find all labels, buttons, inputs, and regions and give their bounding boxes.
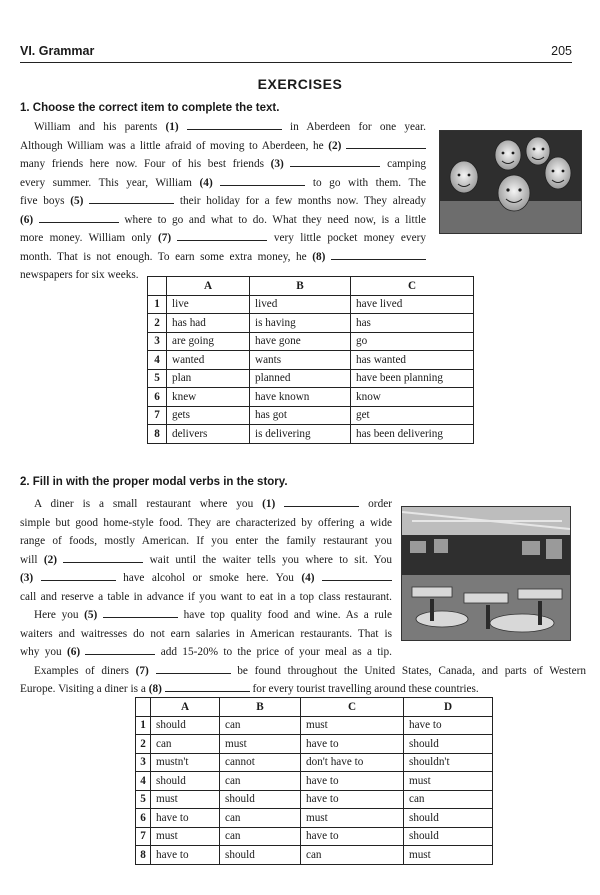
option-cell[interactable]: have to: [301, 735, 404, 754]
answer-blank[interactable]: [103, 607, 178, 618]
text-segment: every summer. This year, William: [20, 176, 200, 189]
table-row: [136, 846, 493, 865]
option-cell[interactable]: have to: [151, 846, 220, 865]
option-cell[interactable]: are going: [167, 332, 250, 351]
text-line: [20, 569, 392, 588]
option-cell[interactable]: mustn't: [151, 753, 220, 772]
option-cell[interactable]: wanted: [167, 351, 250, 370]
gap-number: (7): [135, 664, 149, 677]
text-segment: to go with them. The: [305, 176, 426, 189]
gap-number: (1): [165, 121, 179, 133]
text-segment: [149, 665, 156, 677]
option-cell[interactable]: must: [151, 790, 220, 809]
option-cell[interactable]: is having: [250, 314, 351, 333]
answer-blank[interactable]: [284, 496, 359, 507]
exercise-1-text: [20, 118, 426, 285]
text-segment: A diner is a small restaurant where you: [34, 498, 263, 510]
option-cell[interactable]: can: [220, 772, 301, 791]
option-cell[interactable]: should: [404, 827, 493, 846]
option-cell[interactable]: must: [301, 716, 404, 735]
row-number: 6: [148, 388, 167, 407]
text-segment: [179, 121, 187, 133]
answer-blank[interactable]: [322, 570, 392, 581]
text-line: [20, 551, 392, 570]
text-segment: month. That is not enough. To earn some extra money, he: [20, 250, 313, 263]
gap-number: (1): [262, 498, 276, 510]
table-corner: [148, 277, 167, 296]
option-cell[interactable]: should: [151, 772, 220, 791]
gap-number: (5): [84, 609, 98, 621]
text-line: [20, 155, 426, 174]
page-header: [20, 44, 572, 63]
row-number: 5: [136, 790, 151, 809]
text-line: [20, 588, 392, 607]
option-cell[interactable]: have to: [404, 716, 493, 735]
text-line: [20, 118, 426, 137]
text-segment: camping: [380, 158, 426, 170]
text-segment: [33, 572, 40, 584]
text-segment: for every tourist travelling around these countries.: [249, 683, 479, 695]
row-number: 4: [148, 351, 167, 370]
text-line: [20, 137, 426, 156]
option-cell[interactable]: have to: [151, 809, 220, 828]
option-cell[interactable]: is delivering: [250, 425, 351, 444]
text-segment: [213, 177, 221, 189]
gap-number: (7): [157, 232, 172, 244]
option-cell[interactable]: has been delivering: [351, 425, 474, 444]
table-row: [136, 809, 493, 828]
text-segment: many friends here now. Four of his best friends: [20, 158, 271, 170]
text-segment: simple but good home-style food. They are characterized by offering a wide: [20, 516, 392, 529]
option-cell[interactable]: must: [404, 772, 493, 791]
option-cell[interactable]: plan: [167, 369, 250, 388]
option-cell[interactable]: get: [351, 406, 474, 425]
exercise-2-options-table: [135, 697, 493, 865]
table-header-row: [136, 698, 493, 717]
text-line: [20, 625, 392, 644]
row-number: 4: [136, 772, 151, 791]
option-cell[interactable]: should: [404, 809, 493, 828]
row-number: 7: [148, 406, 167, 425]
text-segment: in Aberdeen for one year.: [281, 121, 426, 133]
option-cell[interactable]: can: [301, 846, 404, 865]
table-row: [148, 295, 474, 314]
option-cell[interactable]: must: [151, 827, 220, 846]
column-header: B: [220, 698, 301, 717]
page-title: EXERCISES: [257, 76, 343, 92]
option-cell[interactable]: planned: [250, 369, 351, 388]
answer-blank[interactable]: [220, 175, 305, 186]
table-row: [136, 790, 493, 809]
answer-blank[interactable]: [41, 570, 116, 581]
text-segment: more money. William only: [20, 232, 158, 244]
table-row: [148, 369, 474, 388]
text-line: [20, 514, 392, 533]
page-number: 205: [551, 44, 572, 58]
column-header: C: [351, 277, 474, 296]
text-segment: why you: [20, 646, 67, 658]
option-cell[interactable]: can: [151, 735, 220, 754]
text-segment: Examples of diners: [34, 664, 136, 677]
answer-blank[interactable]: [156, 663, 231, 674]
option-cell[interactable]: don't have to: [301, 753, 404, 772]
option-cell[interactable]: has got: [250, 406, 351, 425]
row-number: 8: [148, 425, 167, 444]
option-cell[interactable]: have known: [250, 388, 351, 407]
option-cell[interactable]: have to: [301, 827, 404, 846]
diner-photo-image: [402, 507, 570, 640]
text-line: [20, 211, 426, 230]
option-cell[interactable]: can: [220, 827, 301, 846]
row-number: 1: [136, 716, 151, 735]
table-row: [148, 406, 474, 425]
row-number: 8: [136, 846, 151, 865]
row-number: 1: [148, 295, 167, 314]
option-cell[interactable]: have to: [301, 772, 404, 791]
column-header: A: [151, 698, 220, 717]
option-cell[interactable]: should: [220, 790, 301, 809]
answer-blank[interactable]: [187, 119, 282, 130]
option-cell[interactable]: cannot: [220, 753, 301, 772]
exercise-2-heading: 2. Fill in with the proper modal verbs in the story.: [20, 476, 288, 488]
table-row: [136, 735, 493, 754]
row-number: 7: [136, 827, 151, 846]
row-number: 2: [136, 735, 151, 754]
option-cell[interactable]: have to: [301, 790, 404, 809]
table-row: [148, 425, 474, 444]
gap-number: (2): [43, 553, 58, 566]
exercise-1-options-table: [147, 276, 474, 444]
table-corner: [136, 698, 151, 717]
option-cell[interactable]: has: [351, 314, 474, 333]
exercise-1-heading: 1. Choose the correct item to complete the text.: [20, 102, 280, 114]
table-row: [136, 716, 493, 735]
gap-number: (8): [312, 250, 326, 263]
answer-blank[interactable]: [89, 193, 174, 204]
exercise-2-text: [20, 495, 586, 699]
text-segment: call and reserve a table in advance if you want to eat in a top class restaurant.: [20, 590, 392, 603]
text-segment: Europe. Visiting a diner is a: [20, 683, 149, 695]
option-cell[interactable]: have gone: [250, 332, 351, 351]
text-line: [20, 174, 426, 193]
text-segment: have alcohol or smoke here. You: [115, 572, 302, 584]
column-header: B: [250, 277, 351, 296]
gap-number: (4): [199, 176, 213, 189]
text-segment: [275, 498, 284, 510]
text-line: [20, 248, 426, 267]
table-row: [148, 351, 474, 370]
answer-blank[interactable]: [39, 212, 119, 223]
gap-number: (3): [270, 158, 284, 170]
row-number: 3: [136, 753, 151, 772]
column-header: A: [167, 277, 250, 296]
option-cell[interactable]: go: [351, 332, 474, 351]
gap-number: (5): [70, 195, 84, 207]
option-cell[interactable]: must: [301, 809, 404, 828]
column-header: D: [404, 698, 493, 717]
option-cell[interactable]: shouldn't: [404, 753, 493, 772]
row-number: 5: [148, 369, 167, 388]
boys-photo: [439, 130, 582, 234]
text-segment: waiters and waitresses do not earn salaries in American restaurants. That is: [20, 627, 392, 640]
text-segment: have top quality food and wine. As a rule: [177, 609, 392, 621]
text-segment: Here you: [34, 609, 85, 621]
text-segment: wait until the waiter tells you where to sit. You: [143, 553, 392, 566]
text-segment: their holiday for a few months now. They already: [174, 195, 426, 207]
option-cell[interactable]: has wanted: [351, 351, 474, 370]
option-cell[interactable]: wants: [250, 351, 351, 370]
column-header: C: [301, 698, 404, 717]
gap-number: (6): [66, 646, 81, 658]
table-row: [148, 314, 474, 333]
answer-blank[interactable]: [177, 230, 267, 241]
answer-blank[interactable]: [165, 681, 250, 692]
option-cell[interactable]: should: [220, 846, 301, 865]
text-line: [20, 680, 572, 699]
table-row: [136, 753, 493, 772]
text-segment: will: [20, 553, 44, 566]
text-segment: add 15-20% to the price of your meal as a tip.: [155, 646, 392, 658]
option-cell[interactable]: know: [351, 388, 474, 407]
text-line: [20, 532, 392, 551]
option-cell[interactable]: knew: [167, 388, 250, 407]
option-cell[interactable]: gets: [167, 406, 250, 425]
answer-blank[interactable]: [63, 552, 143, 563]
text-line: [20, 192, 426, 211]
text-segment: be found throughout the United States, Canada, and parts of Western: [230, 664, 586, 677]
option-cell[interactable]: should: [151, 716, 220, 735]
text-line: [20, 662, 586, 681]
option-cell[interactable]: has had: [167, 314, 250, 333]
option-cell[interactable]: have been planning: [351, 369, 474, 388]
gap-number: (6): [20, 213, 34, 226]
boys-photo-image: [440, 131, 581, 233]
gap-number: (2): [328, 139, 342, 152]
option-cell[interactable]: have lived: [351, 295, 474, 314]
row-number: 6: [136, 809, 151, 828]
text-segment: William and his parents: [34, 121, 166, 133]
option-cell[interactable]: must: [220, 735, 301, 754]
text-line: [20, 606, 392, 625]
text-segment: [315, 572, 322, 584]
text-line: [20, 643, 392, 662]
table-row: [148, 332, 474, 351]
text-segment: where to go and what to do. What they need now, is a little: [118, 213, 426, 226]
table-header-row: [148, 277, 474, 296]
section-title: VI. Grammar: [20, 44, 95, 58]
text-segment: five boys: [20, 195, 71, 207]
option-cell[interactable]: can: [404, 790, 493, 809]
row-number: 2: [148, 314, 167, 333]
table-row: [136, 772, 493, 791]
answer-blank[interactable]: [346, 138, 426, 149]
gap-number: (4): [301, 572, 315, 584]
option-cell[interactable]: live: [167, 295, 250, 314]
diner-photo: [401, 506, 571, 641]
answer-blank[interactable]: [85, 644, 155, 655]
text-segment: very little pocket money every: [267, 232, 426, 244]
answer-blank[interactable]: [290, 156, 380, 167]
answer-blank[interactable]: [331, 249, 426, 260]
text-segment: [284, 158, 291, 170]
table-row: [136, 827, 493, 846]
row-number: 3: [148, 332, 167, 351]
option-cell[interactable]: can: [220, 716, 301, 735]
option-cell[interactable]: should: [404, 735, 493, 754]
text-segment: order: [359, 498, 392, 510]
text-line: [20, 229, 426, 248]
text-segment: Although William was a little afraid of moving to Aberdeen, he: [20, 139, 329, 152]
option-cell[interactable]: delivers: [167, 425, 250, 444]
table-row: [148, 388, 474, 407]
gap-number: (8): [148, 683, 162, 695]
option-cell[interactable]: must: [404, 846, 493, 865]
text-segment: newspapers for six weeks.: [20, 269, 139, 281]
gap-number: (3): [20, 572, 34, 584]
option-cell[interactable]: lived: [250, 295, 351, 314]
text-line: [20, 495, 392, 514]
option-cell[interactable]: can: [220, 809, 301, 828]
text-segment: range of foods, mostly American. If you enter the family restaurant you: [20, 535, 392, 547]
